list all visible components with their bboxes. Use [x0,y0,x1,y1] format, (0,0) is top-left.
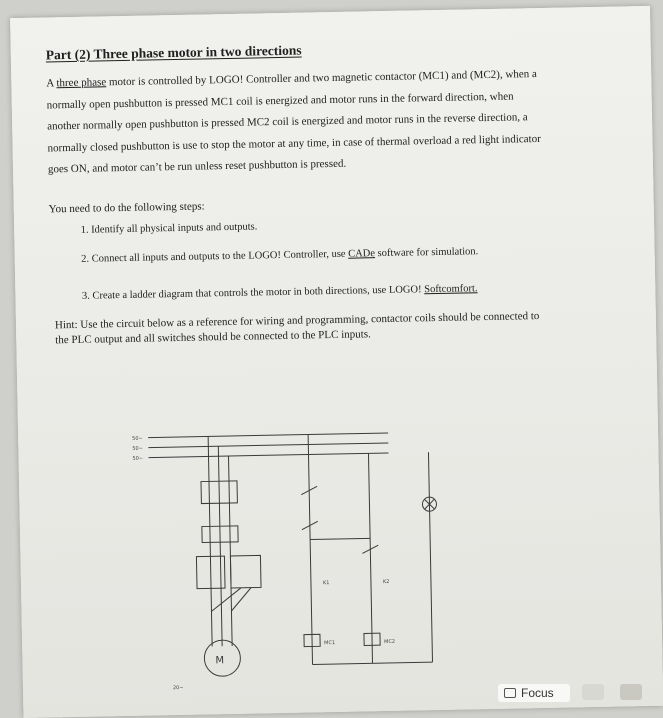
svg-text:M: M [215,655,225,667]
intro-text-1: A [46,77,57,90]
steps-list [49,213,550,304]
label-mc1: MC1 [324,640,336,647]
reversing-cross-1 [211,588,241,612]
hint-paragraph: Hint: Use the circuit below as a reference for wiring and programming, contactor coils should be connected to the PLC output and all switches should be connected to the PLC inputs. [54,309,540,346]
label-k2: K2 [382,578,390,586]
step-3-text: Create a ladder diagram that controls the motor in both directions, use LOGO! [92,283,425,302]
step-1-text: Identify all physical inputs and outputs. [91,220,258,236]
phase-drop-1 [208,436,212,646]
step-1 [91,213,549,237]
step-3 [92,279,550,303]
phase-drop-2 [218,446,222,646]
label-l3: 50~ [132,455,144,462]
reversing-cross-2 [231,588,251,611]
focus-icon [504,688,516,698]
power-circuit-diagram [128,421,473,697]
focus-label: Focus [521,686,554,700]
intro-text-2: motor is controlled by LOGO! Controller and two magnetic contactor (MC1) and (MC2), when a normally open pushbutton is pressed MC1 coil is energized and motor runs in the forward direction, when another normally open pushbutton is pressed MC2 coil is energized and motor runs in the reverse direction, a normally closed pushbutton is use to stop the motor at any time, in case of thermal overload a red light indicator goes ON, and motor can’t be run unless reset pushbutton is pressed. [46,68,541,176]
label-mc2: MC2 [384,638,396,646]
step-2-text-a: Connect all inputs and outputs to the LOGO! Controller, use [91,248,349,265]
control-line-mid [368,453,372,663]
label-k1: K1 [322,580,330,587]
focus-button[interactable] [498,684,570,702]
intro-paragraph [46,64,548,181]
step-3-software: Softcomfort. [424,282,478,295]
lamp-line [428,452,432,662]
label-l1: 50~ [132,435,143,442]
supply-line-l3 [149,453,389,458]
phase-drop-3 [229,456,233,646]
steps-intro: You need to do the following steps: [48,199,205,215]
mc2-contacts [230,555,261,588]
label-l2: 50~ [132,445,143,452]
dock-app-icon[interactable] [582,684,604,700]
label-bottom: 20~ [172,684,184,692]
step-2 [92,242,550,266]
supply-line-l2 [148,443,388,448]
document-content [46,38,552,348]
page-title: Part (2) Three phase motor in two directions [45,42,302,63]
branch-line [310,538,370,539]
step-2-text-b: software for simulation. [374,245,479,259]
document-page [10,6,663,718]
control-line-left [308,434,312,664]
supply-line-l1 [148,433,388,438]
intro-underlined: three phase [56,76,107,90]
step-2-software: CADe [348,247,376,260]
dock-app-icon-2[interactable] [620,684,642,700]
